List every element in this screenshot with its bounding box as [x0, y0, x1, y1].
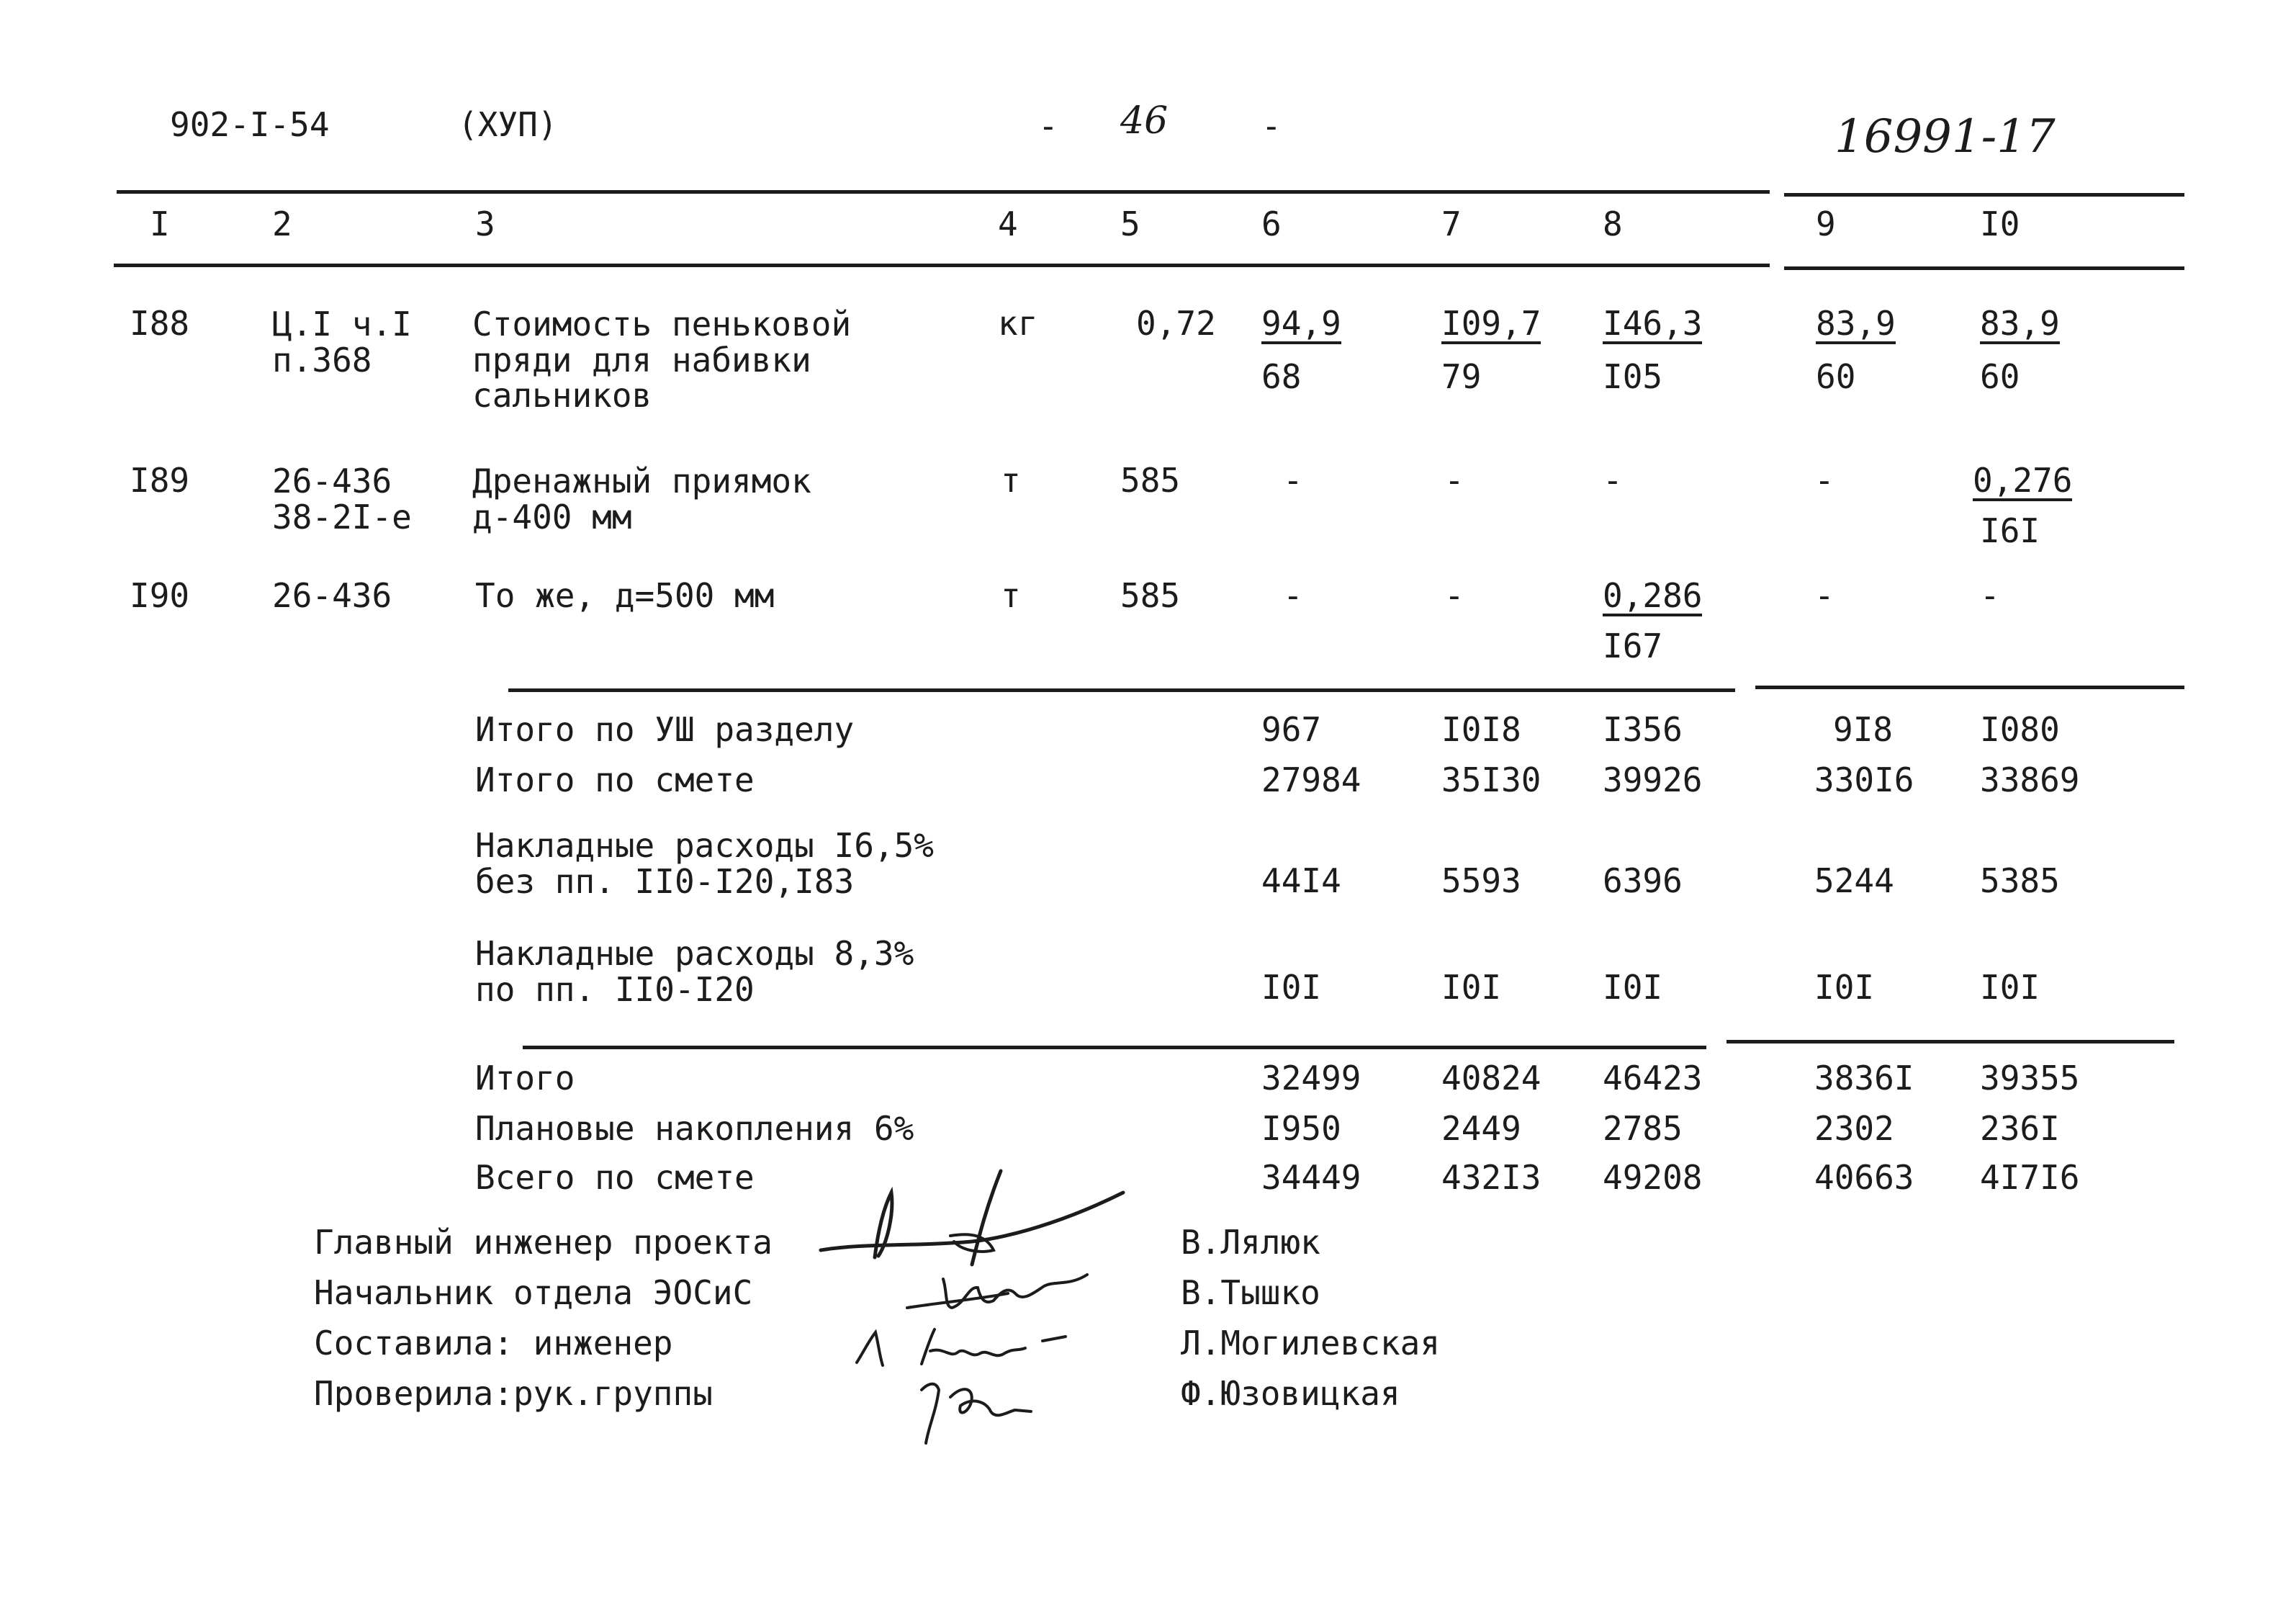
section-code: (ХУП)	[458, 105, 558, 144]
row-value-top: 83,9	[1980, 304, 2060, 343]
column-number-6: 6	[1261, 205, 1282, 243]
row-number: I89	[130, 461, 190, 500]
totals-value: 3836I	[1814, 1059, 1914, 1097]
totals-label: Итого по смете	[475, 760, 755, 799]
page-number: 46	[1120, 99, 1169, 143]
row-value-top: 83,9	[1816, 304, 1896, 343]
row-unit: кг	[998, 304, 1038, 343]
totals-value: I0I	[1261, 968, 1322, 1007]
column-number-10: I0	[1980, 205, 2020, 243]
totals-value: 5244	[1814, 861, 1894, 900]
row-value-bottom: 79	[1441, 357, 1482, 396]
row-value-bottom: 60	[1816, 357, 1856, 396]
totals-value: 5385	[1980, 861, 2060, 900]
column-number-4: 4	[998, 205, 1018, 243]
totals-label: Итого	[475, 1059, 575, 1097]
totals-label: Накладные расходы I6,5% без пп. II0-I20,I83	[475, 826, 934, 901]
totals-value: I356	[1603, 710, 1683, 749]
totals-value: I0I	[1603, 968, 1663, 1007]
row-value-bottom: I6I	[1980, 511, 2040, 550]
row-value-top: 94,9	[1261, 304, 1341, 343]
totals-value: 44I4	[1261, 861, 1341, 900]
handwritten-signature-3	[850, 1322, 1080, 1373]
totals-value: I0I8	[1441, 710, 1521, 749]
totals-value: 46423	[1603, 1059, 1703, 1097]
column-number-3: 3	[475, 205, 495, 243]
row-value-top: -	[1603, 461, 1623, 500]
row-description: Стоимость пеньковой пряди для набивки сальников	[472, 305, 852, 416]
signature-name: В.Лялюк	[1181, 1223, 1320, 1262]
row-unit-price: 585	[1120, 461, 1181, 500]
totals-value: I950	[1261, 1109, 1341, 1148]
totals-value: 432I3	[1441, 1158, 1541, 1197]
row-number: I90	[130, 576, 190, 615]
totals-value: 35I30	[1441, 760, 1541, 799]
signature-role: Составила: инженер	[314, 1324, 673, 1363]
row-number: I88	[130, 304, 190, 343]
header-dash-left: -	[1038, 107, 1058, 145]
handwritten-signature-4	[907, 1368, 1037, 1447]
document-code: 902-I-54	[170, 105, 330, 144]
totals-label: Плановые накопления 6%	[475, 1109, 914, 1148]
totals-value: 967	[1261, 710, 1322, 749]
row-unit: т	[1001, 576, 1021, 615]
row-value-bottom: 68	[1261, 357, 1302, 396]
signature-name: Л.Могилевская	[1181, 1324, 1441, 1363]
row-value-top: 0,276	[1973, 461, 2073, 500]
header-top-rule-right	[1784, 193, 2184, 197]
header-dash-right: -	[1261, 107, 1282, 145]
totals-value: 2785	[1603, 1109, 1683, 1148]
totals-value: I0I	[1441, 968, 1502, 1007]
column-number-7: 7	[1441, 205, 1462, 243]
row-value-top: I09,7	[1441, 304, 1541, 343]
totals-value: 2449	[1441, 1109, 1521, 1148]
totals-value: I080	[1980, 710, 2060, 749]
header-top-rule	[117, 190, 1770, 194]
row-unit-price: 0,72	[1136, 304, 1216, 343]
row-value-top: -	[1814, 576, 1834, 615]
column-number-2: 2	[272, 205, 292, 243]
totals-rule-b	[523, 1046, 1706, 1049]
row-value-top: -	[1980, 576, 2000, 615]
row-value-top: -	[1283, 461, 1303, 500]
signature-role: Проверила:рук.группы	[314, 1374, 713, 1413]
row-description: То же, д=500 мм	[475, 576, 775, 615]
totals-value: 330I6	[1814, 760, 1914, 799]
row-reference: Ц.I ч.I п.368	[272, 305, 412, 380]
row-value-bottom: 60	[1980, 357, 2020, 396]
stamp-number: 16991-17	[1834, 110, 2056, 163]
totals-value: I0I	[1980, 968, 2040, 1007]
totals-label: Накладные расходы 8,3% по пп. II0-I20	[475, 934, 914, 1009]
row-value-bottom: I67	[1603, 627, 1663, 665]
handwritten-signature-2	[900, 1265, 1102, 1315]
handwritten-signature-1	[806, 1164, 1138, 1272]
column-number-9: 9	[1816, 205, 1836, 243]
totals-value: 236I	[1980, 1109, 2060, 1148]
totals-rule-b-right	[1726, 1040, 2174, 1043]
signature-name: Ф.Юзовицкая	[1181, 1374, 1400, 1413]
row-description: Дренажный приямок д-400 мм	[472, 462, 811, 537]
row-reference: 26-436	[272, 576, 392, 615]
row-unit-price: 585	[1120, 576, 1181, 615]
column-number-8: 8	[1603, 205, 1623, 243]
totals-value: 6396	[1603, 861, 1683, 900]
totals-value: 2302	[1814, 1109, 1894, 1148]
row-unit: т	[1001, 461, 1021, 500]
totals-value: 39355	[1980, 1059, 2080, 1097]
signature-role: Начальник отдела ЭОСиС	[314, 1273, 753, 1312]
totals-value: 27984	[1261, 760, 1361, 799]
totals-value: 39926	[1603, 760, 1703, 799]
totals-value: 49208	[1603, 1158, 1703, 1197]
totals-label: Итого по УШ разделу	[475, 710, 855, 749]
header-bottom-rule	[114, 264, 1770, 267]
totals-value: 40824	[1441, 1059, 1541, 1097]
totals-rule-a-right	[1755, 686, 2184, 689]
totals-value: 5593	[1441, 861, 1521, 900]
totals-value: 40663	[1814, 1158, 1914, 1197]
totals-value: 4I7I6	[1980, 1158, 2080, 1197]
row-value-top: 0,286	[1603, 576, 1703, 615]
totals-value: 32499	[1261, 1059, 1361, 1097]
header-bottom-rule-right	[1784, 266, 2184, 270]
totals-value: 34449	[1261, 1158, 1361, 1197]
column-number-1: I	[150, 205, 170, 243]
row-value-top: I46,3	[1603, 304, 1703, 343]
totals-rule-a	[508, 688, 1735, 692]
totals-value: I0I	[1814, 968, 1875, 1007]
totals-value: 9I8	[1833, 710, 1894, 749]
row-reference: 26-436 38-2I-е	[272, 462, 412, 537]
row-value-top: -	[1444, 461, 1464, 500]
signature-role: Главный инженер проекта	[314, 1223, 773, 1262]
totals-label: Всего по смете	[475, 1158, 755, 1197]
signature-name: В.Тышко	[1181, 1273, 1320, 1312]
column-number-5: 5	[1120, 205, 1140, 243]
totals-value: 33869	[1980, 760, 2080, 799]
row-value-top: -	[1283, 576, 1303, 615]
row-value-top: -	[1814, 461, 1834, 500]
row-value-top: -	[1444, 576, 1464, 615]
row-value-bottom: I05	[1603, 357, 1663, 396]
